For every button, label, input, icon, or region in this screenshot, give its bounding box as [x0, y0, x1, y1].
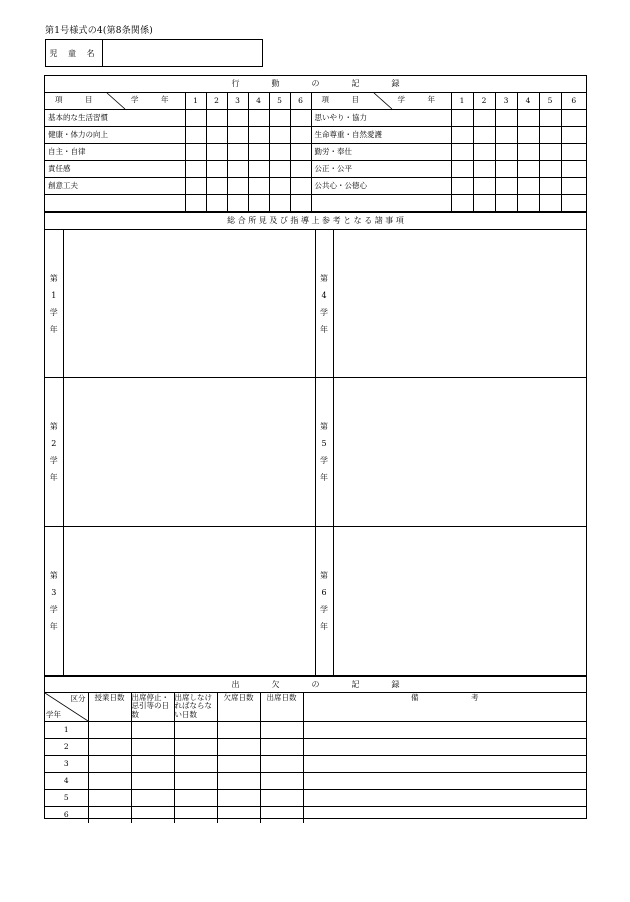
- behavior-mark-cell[interactable]: [227, 178, 248, 195]
- attendance-cell[interactable]: [260, 739, 303, 756]
- column-header: 出席停止・忌引等の日数: [131, 693, 174, 722]
- attendance-row: [45, 807, 586, 824]
- behavior-header-right: [311, 93, 451, 110]
- behavior-mark-cell[interactable]: [185, 127, 206, 144]
- attendance-row: [45, 773, 586, 790]
- behavior-mark-cell[interactable]: [227, 110, 248, 127]
- attendance-cell[interactable]: [131, 756, 174, 773]
- behavior-mark-cell[interactable]: [495, 161, 517, 178]
- year-label: 第 1 学 年: [45, 230, 63, 378]
- behavior-mark-cell[interactable]: [185, 161, 206, 178]
- behavior-mark-cell[interactable]: [227, 195, 248, 212]
- behavior-mark-cell[interactable]: [517, 161, 539, 178]
- behavior-mark-cell[interactable]: [561, 144, 586, 161]
- attendance-table: [45, 676, 586, 823]
- behavior-mark-cell[interactable]: [227, 127, 248, 144]
- grade-header: 1: [451, 93, 473, 110]
- behavior-mark-cell[interactable]: [269, 144, 290, 161]
- attendance-cell[interactable]: [174, 773, 217, 790]
- behavior-item-label: 勤労・奉仕: [311, 144, 451, 161]
- behavior-mark-cell[interactable]: [473, 195, 495, 212]
- behavior-mark-cell[interactable]: [206, 161, 227, 178]
- behavior-mark-cell[interactable]: [451, 110, 473, 127]
- behavior-mark-cell[interactable]: [473, 144, 495, 161]
- record-frame: [44, 75, 587, 819]
- behavior-row: [45, 161, 586, 178]
- behavior-row: [45, 110, 586, 127]
- behavior-mark-cell[interactable]: [561, 127, 586, 144]
- behavior-mark-cell[interactable]: [495, 110, 517, 127]
- behavior-mark-cell[interactable]: [269, 127, 290, 144]
- behavior-mark-cell[interactable]: [539, 178, 561, 195]
- attendance-cell[interactable]: [131, 807, 174, 824]
- grade-label: 学 年: [397, 95, 435, 104]
- behavior-mark-cell[interactable]: [206, 127, 227, 144]
- column-header: 備 考: [303, 693, 586, 722]
- behavior-row: [45, 127, 586, 144]
- attendance-cell[interactable]: [88, 722, 131, 739]
- behavior-mark-cell[interactable]: [517, 127, 539, 144]
- behavior-item-label: 公共心・公徳心: [311, 178, 451, 195]
- behavior-mark-cell[interactable]: [473, 127, 495, 144]
- behavior-item-label: 責任感: [45, 161, 185, 178]
- attendance-cell[interactable]: [88, 807, 131, 824]
- behavior-mark-cell[interactable]: [185, 195, 206, 212]
- behavior-mark-cell[interactable]: [248, 195, 269, 212]
- attendance-cell[interactable]: [217, 739, 260, 756]
- corner-top-label: 区分: [70, 694, 86, 703]
- behavior-item-label: 創意工夫: [45, 178, 185, 195]
- attendance-grade: 5: [45, 790, 88, 807]
- behavior-mark-cell[interactable]: [473, 110, 495, 127]
- grade-header: 3: [227, 93, 248, 110]
- behavior-row: [45, 195, 586, 212]
- behavior-mark-cell[interactable]: [248, 161, 269, 178]
- grade-header: 5: [269, 93, 290, 110]
- column-header: 欠席日数: [217, 693, 260, 722]
- behavior-mark-cell[interactable]: [206, 195, 227, 212]
- behavior-mark-cell[interactable]: [206, 110, 227, 127]
- behavior-mark-cell[interactable]: [451, 195, 473, 212]
- behavior-header-left: [45, 93, 185, 110]
- behavior-mark-cell[interactable]: [473, 178, 495, 195]
- attendance-title: 出 欠 の 記 録: [45, 677, 586, 693]
- behavior-mark-cell[interactable]: [227, 161, 248, 178]
- attendance-cell[interactable]: [131, 790, 174, 807]
- behavior-item-label: 自主・自律: [45, 144, 185, 161]
- behavior-mark-cell[interactable]: [290, 127, 311, 144]
- grade-header: 4: [248, 93, 269, 110]
- behavior-mark-cell[interactable]: [517, 144, 539, 161]
- behavior-item-label: [45, 195, 185, 212]
- attendance-grade: 2: [45, 739, 88, 756]
- behavior-mark-cell[interactable]: [539, 195, 561, 212]
- behavior-mark-cell[interactable]: [185, 110, 206, 127]
- behavior-mark-cell[interactable]: [269, 161, 290, 178]
- behavior-mark-cell[interactable]: [206, 144, 227, 161]
- attendance-cell[interactable]: [217, 790, 260, 807]
- behavior-item-label: 公正・公平: [311, 161, 451, 178]
- comment-cell[interactable]: [333, 230, 586, 378]
- item-label: 項 目: [55, 95, 93, 104]
- behavior-mark-cell[interactable]: [517, 195, 539, 212]
- behavior-mark-cell[interactable]: [269, 195, 290, 212]
- behavior-mark-cell[interactable]: [517, 178, 539, 195]
- behavior-item-label: [311, 195, 451, 212]
- behavior-title: 行 動 の 記 録: [45, 76, 586, 93]
- grade-header: 2: [206, 93, 227, 110]
- behavior-mark-cell[interactable]: [248, 127, 269, 144]
- behavior-mark-cell[interactable]: [290, 110, 311, 127]
- behavior-mark-cell[interactable]: [561, 161, 586, 178]
- behavior-mark-cell[interactable]: [561, 195, 586, 212]
- attendance-cell[interactable]: [303, 790, 586, 807]
- student-name-label: 児 童 名: [46, 40, 103, 66]
- attendance-cell[interactable]: [260, 790, 303, 807]
- attendance-cell[interactable]: [217, 722, 260, 739]
- item-label: 項 目: [321, 95, 359, 104]
- behavior-mark-cell[interactable]: [248, 144, 269, 161]
- year-label: 第 2 学 年: [45, 378, 63, 527]
- attendance-corner: [45, 693, 88, 722]
- behavior-mark-cell[interactable]: [495, 144, 517, 161]
- year-label: 第 5 学 年: [315, 378, 333, 527]
- grade-header: 1: [185, 93, 206, 110]
- attendance-cell[interactable]: [174, 807, 217, 824]
- grade-header: 6: [561, 93, 586, 110]
- attendance-cell[interactable]: [303, 756, 586, 773]
- attendance-cell[interactable]: [303, 773, 586, 790]
- behavior-mark-cell[interactable]: [248, 110, 269, 127]
- behavior-mark-cell[interactable]: [290, 161, 311, 178]
- behavior-mark-cell[interactable]: [451, 144, 473, 161]
- attendance-cell[interactable]: [260, 773, 303, 790]
- behavior-item-label: 基本的な生活習慣: [45, 110, 185, 127]
- attendance-cell[interactable]: [174, 722, 217, 739]
- behavior-mark-cell[interactable]: [539, 110, 561, 127]
- attendance-grade: 6: [45, 807, 88, 824]
- attendance-cell[interactable]: [217, 756, 260, 773]
- behavior-table: [45, 76, 586, 212]
- comment-cell[interactable]: [63, 378, 315, 527]
- behavior-mark-cell[interactable]: [451, 178, 473, 195]
- year-label: 第 6 学 年: [315, 527, 333, 676]
- comment-cell[interactable]: [333, 378, 586, 527]
- behavior-mark-cell[interactable]: [539, 127, 561, 144]
- grade-header: 3: [495, 93, 517, 110]
- behavior-mark-cell[interactable]: [539, 144, 561, 161]
- year-label: 第 3 学 年: [45, 527, 63, 676]
- year-label: 第 4 学 年: [315, 230, 333, 378]
- attendance-grade: 4: [45, 773, 88, 790]
- behavior-mark-cell[interactable]: [561, 110, 586, 127]
- student-name-field[interactable]: [103, 40, 262, 66]
- behavior-mark-cell[interactable]: [517, 110, 539, 127]
- behavior-mark-cell[interactable]: [290, 195, 311, 212]
- grade-header: 4: [517, 93, 539, 110]
- behavior-row: [45, 178, 586, 195]
- behavior-mark-cell[interactable]: [473, 161, 495, 178]
- attendance-cell[interactable]: [174, 739, 217, 756]
- attendance-cell[interactable]: [88, 739, 131, 756]
- attendance-cell[interactable]: [131, 722, 174, 739]
- attendance-cell[interactable]: [260, 722, 303, 739]
- behavior-mark-cell[interactable]: [269, 178, 290, 195]
- attendance-row: [45, 739, 586, 756]
- attendance-cell[interactable]: [217, 773, 260, 790]
- comments-title: 総 合 所 見 及 び 指 導 上 参 考 と な る 諸 事 項: [45, 213, 586, 230]
- grade-header: 2: [473, 93, 495, 110]
- column-header: 授業日数: [88, 693, 131, 722]
- attendance-cell[interactable]: [303, 807, 586, 824]
- behavior-mark-cell[interactable]: [451, 161, 473, 178]
- attendance-cell[interactable]: [88, 756, 131, 773]
- student-name-box: [45, 39, 263, 67]
- attendance-cell[interactable]: [303, 722, 586, 739]
- column-header: 出席日数: [260, 693, 303, 722]
- comment-cell[interactable]: [333, 527, 586, 676]
- behavior-mark-cell[interactable]: [269, 110, 290, 127]
- comment-cell[interactable]: [63, 230, 315, 378]
- behavior-mark-cell[interactable]: [451, 127, 473, 144]
- behavior-mark-cell[interactable]: [495, 195, 517, 212]
- attendance-row: [45, 756, 586, 773]
- behavior-mark-cell[interactable]: [290, 144, 311, 161]
- comments-table: [45, 212, 586, 676]
- grade-header: 5: [539, 93, 561, 110]
- attendance-row: [45, 790, 586, 807]
- attendance-row: [45, 722, 586, 739]
- behavior-item-label: 健康・体力の向上: [45, 127, 185, 144]
- attendance-cell[interactable]: [174, 790, 217, 807]
- attendance-cell[interactable]: [260, 756, 303, 773]
- attendance-cell[interactable]: [88, 790, 131, 807]
- attendance-cell[interactable]: [174, 756, 217, 773]
- behavior-mark-cell[interactable]: [561, 178, 586, 195]
- behavior-item-label: 生命尊重・自然愛護: [311, 127, 451, 144]
- attendance-cell[interactable]: [131, 773, 174, 790]
- behavior-mark-cell[interactable]: [185, 178, 206, 195]
- corner-bottom-label: 学年: [46, 710, 61, 720]
- attendance-grade: 3: [45, 756, 88, 773]
- attendance-cell[interactable]: [88, 773, 131, 790]
- form-title: 第1号様式の4(第8条関係): [45, 26, 154, 36]
- attendance-cell[interactable]: [303, 739, 586, 756]
- attendance-cell[interactable]: [260, 807, 303, 824]
- behavior-mark-cell[interactable]: [539, 161, 561, 178]
- attendance-grade: 1: [45, 722, 88, 739]
- column-header: 出席しなければならない日数: [174, 693, 217, 722]
- grade-header: 6: [290, 93, 311, 110]
- comment-cell[interactable]: [63, 527, 315, 676]
- behavior-mark-cell[interactable]: [290, 178, 311, 195]
- behavior-mark-cell[interactable]: [495, 127, 517, 144]
- behavior-row: [45, 144, 586, 161]
- behavior-mark-cell[interactable]: [185, 144, 206, 161]
- attendance-cell[interactable]: [131, 739, 174, 756]
- behavior-mark-cell[interactable]: [227, 144, 248, 161]
- behavior-mark-cell[interactable]: [206, 178, 227, 195]
- behavior-item-label: 思いやり・協力: [311, 110, 451, 127]
- grade-label: 学 年: [131, 95, 169, 104]
- attendance-cell[interactable]: [217, 807, 260, 824]
- behavior-mark-cell[interactable]: [248, 178, 269, 195]
- behavior-mark-cell[interactable]: [495, 178, 517, 195]
